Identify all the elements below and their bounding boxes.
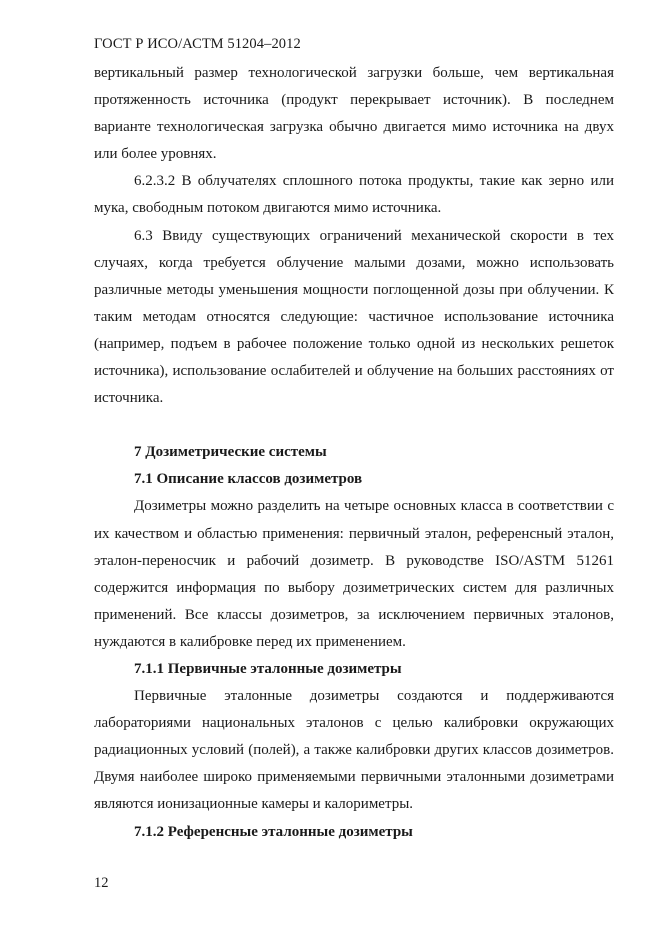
section-gap — [94, 412, 614, 439]
paragraph-continuation: вертикальный размер технологической загрузки больше, чем вертикальная протяженность источника (продукт перекрывает источник). В последнем варианте технологическая загрузка обычно двигается мимо источника на двух или более уровнях. — [94, 65, 614, 163]
paragraph-6-3: 6.3 Ввиду существующих ограничений механической скорости в тех случаях, когда требуется облучение малыми дозами, можно использовать различные методы уменьшения мощности поглощенной дозы при облучении. К таким методам относятся следующие: частичное использование источника (например, подъем в рабочее положение только одной из нескольких решеток источника), использование ослабителей и облучение на больших расстояниях от источника. — [94, 227, 614, 407]
document-body — [94, 60, 614, 846]
heading-section-7-1: 7.1 Описание классов дозиметров — [134, 471, 363, 488]
paragraph-7-1-1: Первичные эталонные дозиметры создаются и поддерживаются лабораториями национальных эталонов с целью калибровки окружающих радиационных условий (полей), а также калибровки других классов дозиметров. Двумя наиболее широко применяемыми первичными эталонными дозиметрами являются ионизационные камеры и калориметры. — [94, 688, 614, 813]
heading-section-7: 7 Дозиметрические системы — [134, 444, 327, 461]
paragraph-6-2-3-2: 6.2.3.2 В облучателях сплошного потока продукты, такие как зерно или мука, свободным потоком двигаются мимо источника. — [94, 173, 614, 217]
heading-section-7-1-2: 7.1.2 Референсные эталонные дозиметры — [134, 823, 413, 840]
paragraph-7-1: Дозиметры можно разделить на четыре основных класса в соответствии с их качеством и областью применения: первичный эталон, референсный эталон, эталон-переносчик и рабочий дозиметр. В руководстве ISO/ASTM 51261 содержится информация по выбору дозиметрических систем для различных применений. Все классы дозиметров, за исключением первичных эталонов, нуждаются в калибровке перед их применением. — [94, 498, 614, 650]
page-number: 12 — [94, 875, 109, 891]
document-header: ГОСТ Р ИСО/АСТМ 51204–2012 — [94, 36, 301, 52]
heading-section-7-1-1: 7.1.1 Первичные эталонные дозиметры — [134, 660, 402, 677]
